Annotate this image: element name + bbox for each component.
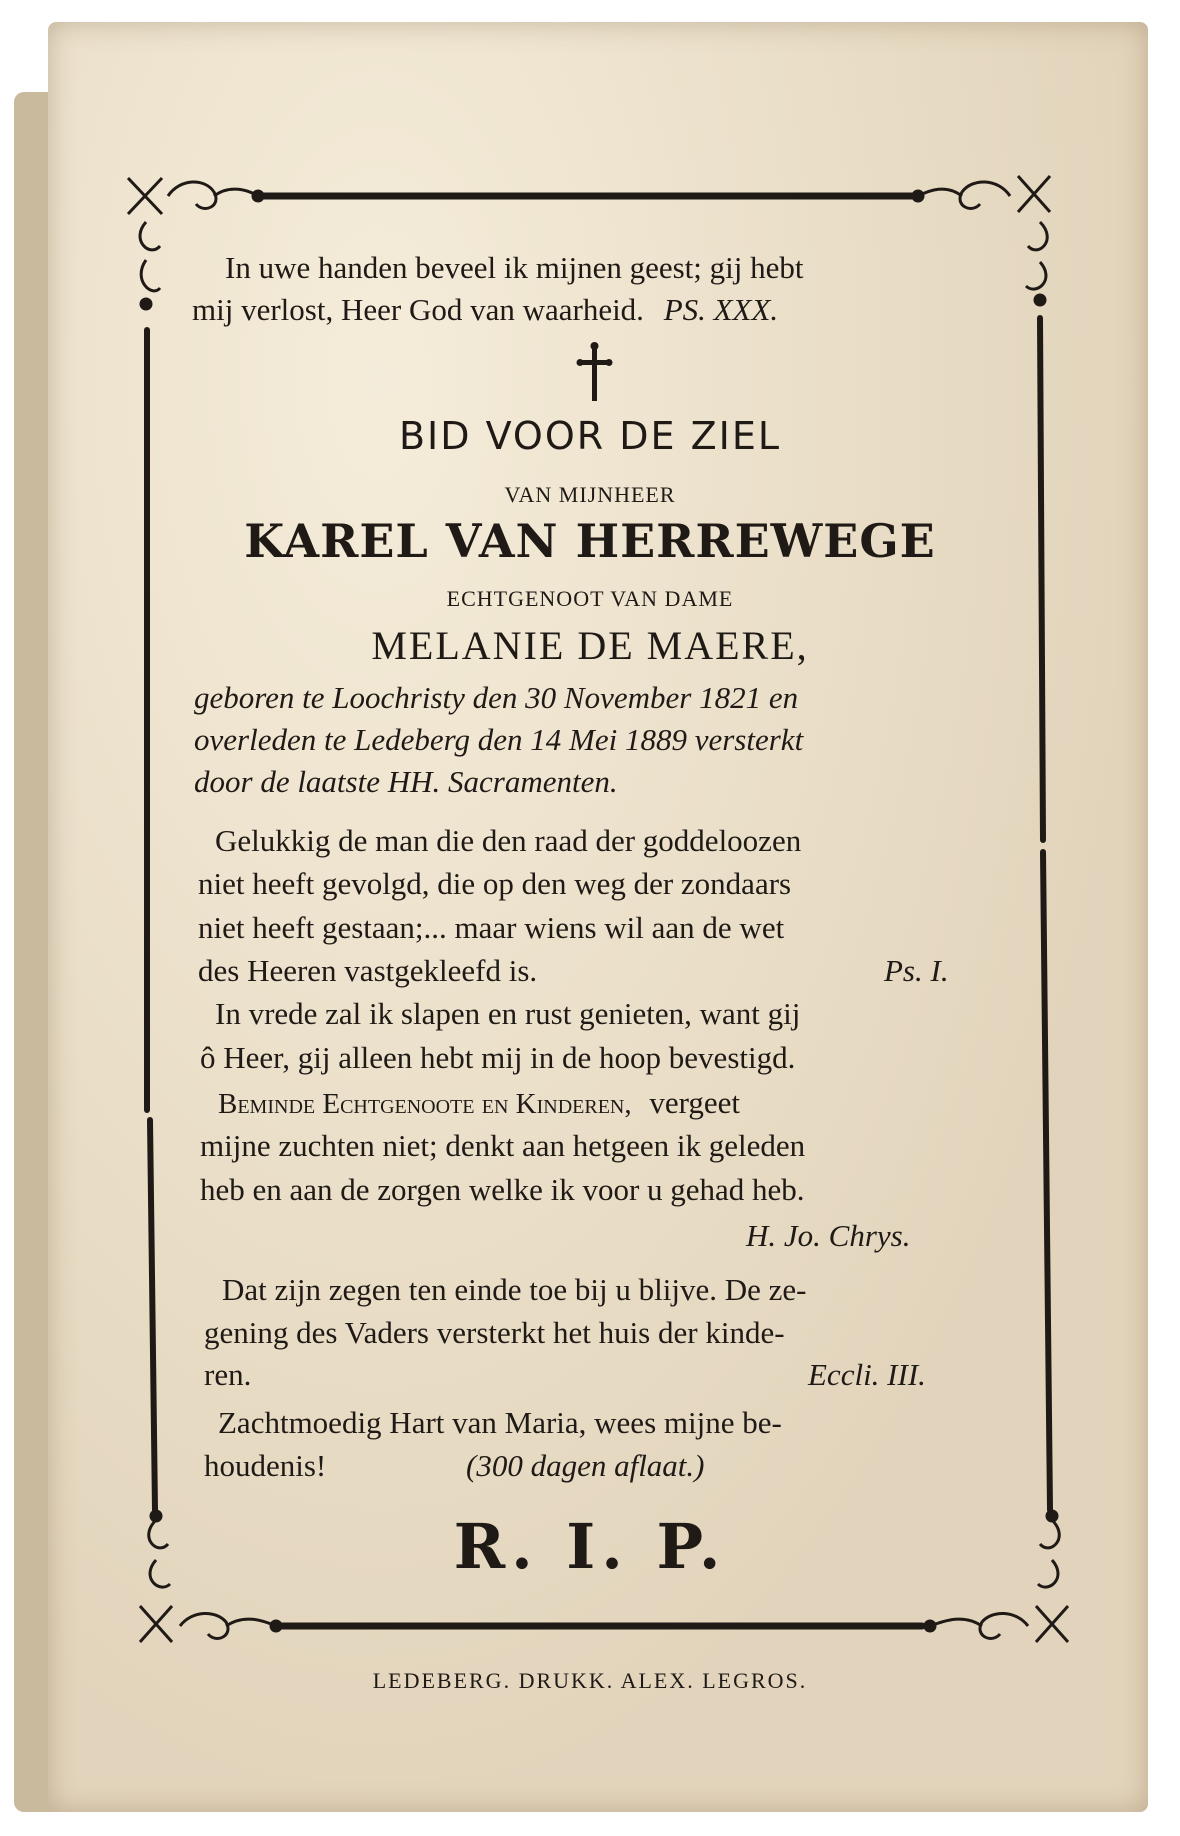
psalm1-line: niet heeft gestaan;... maar wiens wil aan de wet: [198, 910, 785, 945]
spouse-name: MELANIE DE MAERE,: [371, 623, 809, 668]
family-address-ref: H. Jo. Chrys.: [746, 1218, 911, 1253]
printer-imprint: LEDEBERG. DRUKK. ALEX. LEGROS.: [372, 1668, 808, 1693]
prayer-line1: Zachtmoedig Hart van Maria, wees mijne be-: [218, 1405, 782, 1440]
opening-verse-line1: In uwe handen beveel ik mijnen geest; gij hebt: [225, 250, 804, 285]
psalm1-ref: Ps. I.: [884, 953, 949, 988]
blessing-last: ren.: [204, 1357, 252, 1392]
blessing-line: Dat zijn zegen ten einde toe bij u blijve. De ze-: [222, 1272, 807, 1307]
psalm1-line: des Heeren vastgekleefd is.: [198, 953, 538, 988]
biography-line: overleden te Ledeberg den 14 Mei 1889 versterkt: [194, 722, 804, 757]
flourish-top-right-icon: [913, 176, 1050, 305]
psalm1-line: niet heeft gevolgd, die op den weg der zondaars: [198, 866, 792, 901]
family-address-line1-rest: vergeet: [649, 1085, 741, 1120]
family-address-line: heb en aan de zorgen welke ik voor u gehad heb.: [200, 1172, 805, 1207]
opening-verse-ref: PS. XXX.: [663, 292, 779, 327]
latin-cross-icon: [577, 342, 613, 401]
deceased-name: KAREL VAN HERREWEGE: [244, 514, 936, 568]
opening-verse-line2-text: mij verlost, Heer God van waarheid.: [192, 292, 644, 327]
family-address-line: mijne zuchten niet; denkt aan hetgeen ik geleden: [200, 1128, 806, 1163]
blessing-ref: Eccli. III.: [808, 1357, 926, 1392]
biography-line: door de laatste HH. Sacramenten.: [194, 764, 618, 799]
rip-inscription: R. I. P.: [453, 1510, 727, 1583]
heading-van-mijnheer: VAN MIJNHEER: [504, 482, 676, 507]
flourish-top-left-icon: [128, 178, 263, 309]
indulgence-note: (300 dagen aflaat.): [466, 1448, 705, 1483]
biography-line: geboren te Loochristy den 30 November 1821 en: [194, 680, 799, 715]
prayer-line2: houdenis!: [204, 1448, 327, 1483]
psalm1-line: Gelukkig de man die den raad der goddeloozen: [215, 823, 802, 858]
rest-verse-line: ô Heer, gij alleen hebt mij in de hoop bevestigd.: [200, 1040, 796, 1075]
family-address-lead: Beminde Echtgenoote en Kinderen,: [218, 1088, 632, 1120]
spouse-label: ECHTGENOOT VAN DAME: [446, 586, 734, 611]
rest-verse-line: In vrede zal ik slapen en rust genieten, want gij: [215, 996, 801, 1031]
heading-pray-for-soul: BID VOOR DE ZIEL: [398, 414, 781, 458]
opening-verse-line2: [192, 292, 778, 328]
blessing-line: gening des Vaders versterkt het huis der kinde-: [204, 1315, 785, 1350]
family-address-line1: [218, 1085, 740, 1121]
